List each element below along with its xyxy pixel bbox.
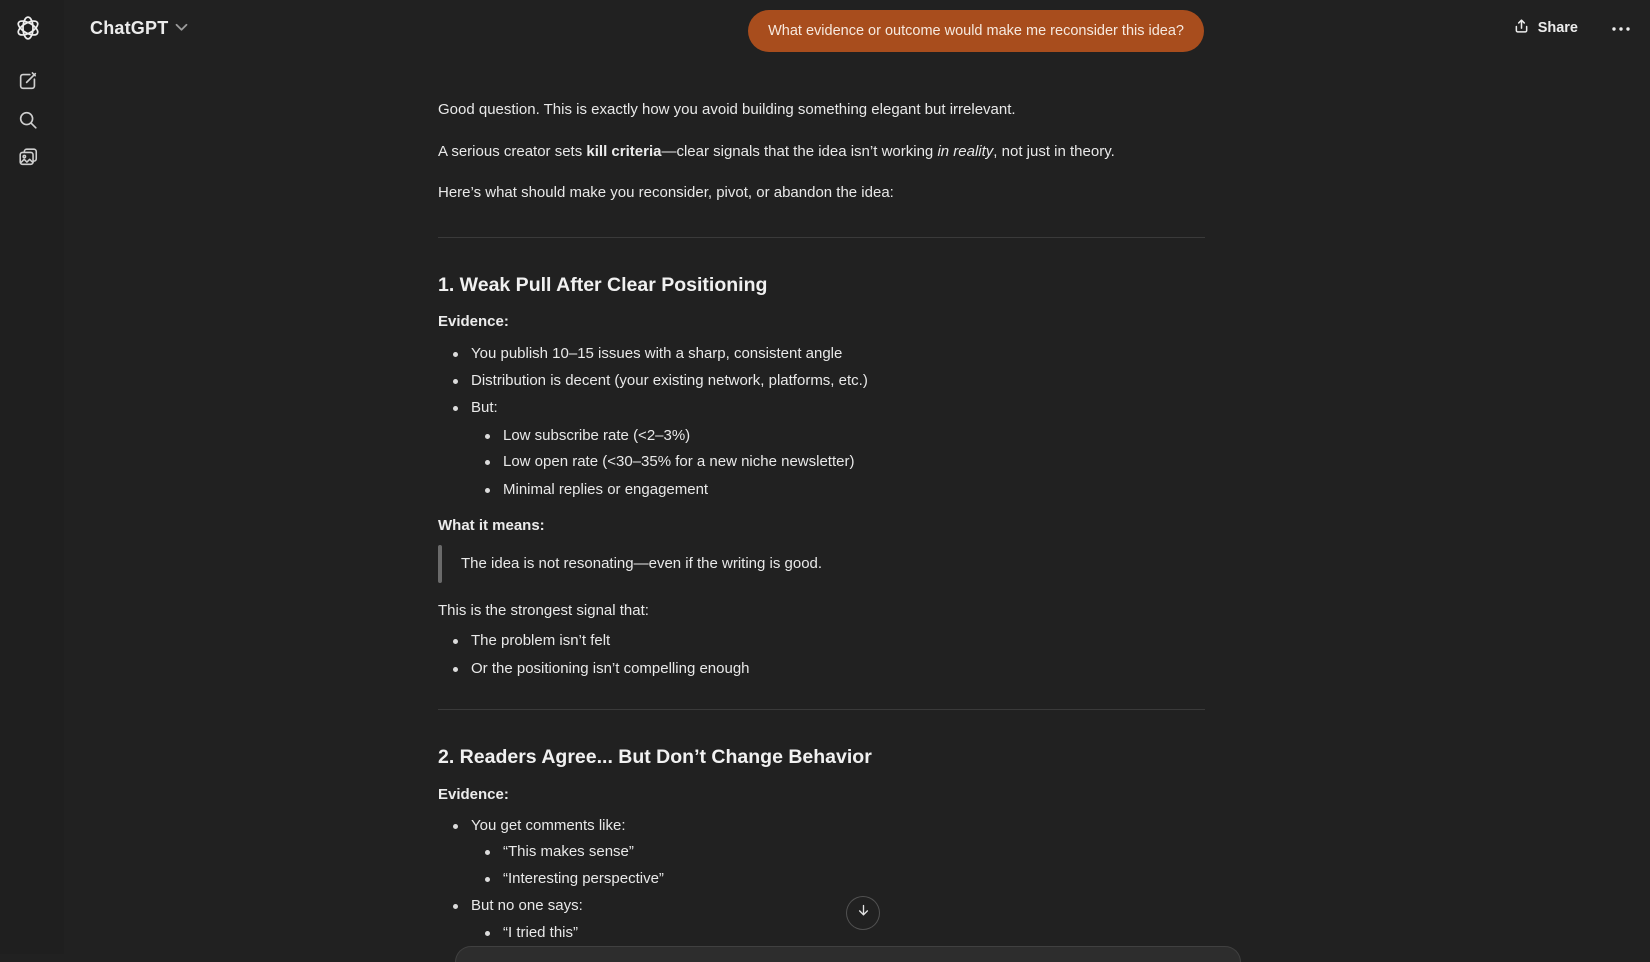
search-button[interactable] — [14, 106, 42, 134]
text-run: , not just in theory. — [993, 143, 1115, 160]
app-title: ChatGPT — [90, 17, 169, 38]
bullet-item: Distribution is decent (your existing network, platforms, etc.) — [438, 371, 868, 391]
new-chat-button[interactable] — [14, 67, 42, 95]
paragraph — [438, 142, 1115, 162]
share-button[interactable] — [1504, 13, 1586, 43]
section-divider — [438, 237, 1205, 238]
openai-logo-icon — [15, 15, 41, 41]
bullet-item: Or the positioning isn’t compelling enough — [438, 659, 750, 679]
library-button[interactable] — [14, 143, 42, 171]
message-composer[interactable] — [455, 946, 1241, 962]
bullet-item: But no one says: — [438, 896, 583, 916]
evidence-label: Evidence: — [438, 786, 509, 803]
library-icon — [17, 146, 39, 168]
arrow-down-icon — [855, 902, 872, 924]
section-heading: 2. Readers Agree... But Don’t Change Behavior — [438, 746, 872, 768]
what-it-means-label: What it means: — [438, 517, 545, 534]
model-switcher[interactable] — [90, 14, 188, 42]
evidence-label: Evidence: — [438, 313, 509, 330]
text-run: —clear signals that the idea isn’t working — [661, 143, 938, 160]
bullet-item: You get comments like: — [438, 816, 626, 836]
chevron-down-icon — [175, 19, 188, 37]
scroll-to-bottom-button[interactable] — [846, 896, 880, 930]
user-message-text: What evidence or outcome would make me reconsider this idea? — [768, 23, 1184, 39]
italic-text-run: in reality — [937, 143, 994, 160]
section-heading: 1. Weak Pull After Clear Positioning — [438, 274, 768, 296]
sub-bullet-item: Low subscribe rate (<2–3%) — [438, 426, 690, 446]
bullet-item: The problem isn’t felt — [438, 631, 610, 651]
openai-logo-button[interactable] — [14, 14, 42, 42]
sub-bullet-item: “This makes sense” — [438, 842, 634, 862]
sub-bullet-item: Low open rate (<30–35% for a new niche newsletter) — [438, 452, 854, 472]
ellipsis-icon — [1611, 19, 1631, 37]
more-options-button[interactable] — [1608, 17, 1634, 39]
upload-icon — [1512, 17, 1531, 40]
text-run: A serious creator sets — [438, 143, 587, 160]
sidebar — [0, 0, 64, 954]
sub-bullet-item: “I tried this” — [438, 923, 578, 943]
search-icon — [17, 109, 39, 131]
paragraph: This is the strongest signal that: — [438, 602, 649, 619]
blockquote-bar — [438, 545, 442, 583]
section-divider — [438, 709, 1205, 710]
assistant-message — [438, 0, 1205, 954]
new-chat-icon — [17, 70, 39, 92]
bullet-item: But: — [438, 398, 498, 418]
paragraph: Good question. This is exactly how you avoid building something elegant but irrelevant. — [438, 101, 1016, 118]
sub-bullet-item: “Interesting perspective” — [438, 869, 664, 889]
blockquote-text: The idea is not resonating—even if the writing is good. — [461, 555, 823, 572]
sub-bullet-item: Minimal replies or engagement — [438, 480, 708, 500]
paragraph: Here’s what should make you reconsider, pivot, or abandon the idea: — [438, 184, 894, 201]
bold-text-run: kill criteria — [586, 143, 662, 160]
bullet-item: You publish 10–15 issues with a sharp, consistent angle — [438, 344, 842, 364]
share-label: Share — [1537, 20, 1578, 36]
